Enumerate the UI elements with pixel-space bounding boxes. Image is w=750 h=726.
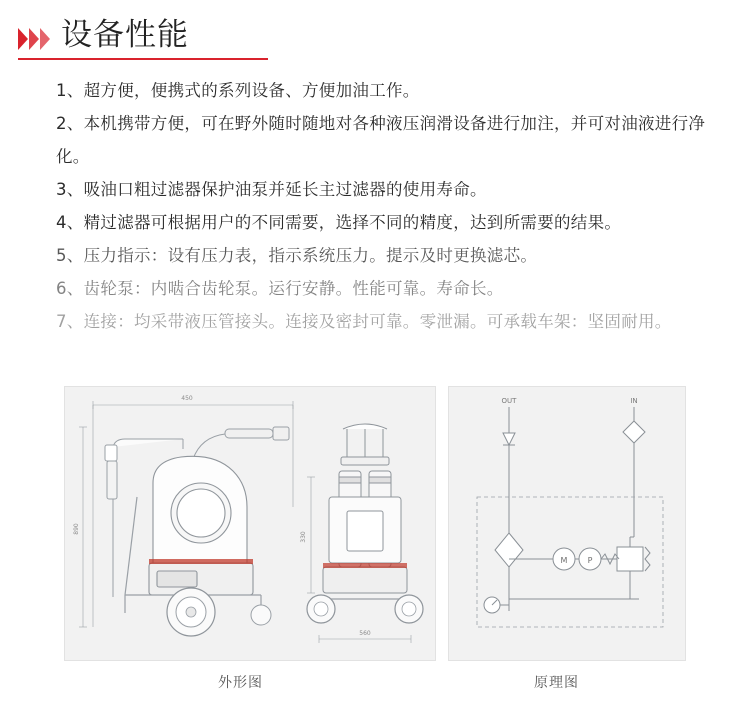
port-label-in: IN: [630, 397, 638, 405]
component-label-motor: M: [560, 556, 568, 565]
dimension-label: 450: [181, 395, 193, 402]
caption-outline: 外形图: [218, 675, 263, 691]
figure-captions: [64, 672, 689, 696]
figure-row: [64, 386, 689, 661]
component-label-pump: P: [587, 556, 593, 565]
double-chevron-right-icon: [18, 28, 51, 50]
page-header: [0, 0, 750, 58]
feature-list: [0, 58, 750, 338]
feature-item: 3、吸油口粗过滤器保护油泵并延长主过滤器的使用寿命。: [56, 180, 487, 199]
feature-item: 4、精过滤器可根据用户的不同需要，选择不同的精度，达到所需要的结果。: [56, 213, 622, 232]
feature-item: 2、本机携带方便，可在野外随时随地对各种液压润滑设备进行加注，并可对油液进行净化。: [56, 114, 706, 166]
feature-item: 5、压力指示：设有压力表，指示系统压力。提示及时更换滤芯。: [56, 246, 538, 265]
outline-drawing-svg: [65, 387, 437, 662]
dimension-label: 560: [359, 630, 371, 637]
dimension-label: 890: [73, 523, 80, 535]
caption-schematic: 原理图: [534, 675, 579, 691]
dimension-label: 330: [300, 531, 307, 543]
schematic-svg: [449, 387, 687, 662]
schematic-figure: [448, 386, 686, 661]
port-label-out: OUT: [501, 397, 517, 405]
header-underline: [18, 58, 268, 60]
feature-item: 7、连接：均采带液压管接头。连接及密封可靠。零泄漏。可承载车架：坚固耐用。: [56, 312, 672, 331]
feature-item: 1、超方便，便携式的系列设备、方便加油工作。: [56, 81, 420, 100]
feature-item: 6、齿轮泵：内啮合齿轮泵。运行安静。性能可靠。寿命长。: [56, 279, 504, 298]
outline-drawing-figure: [64, 386, 436, 661]
page-title: 设备性能: [61, 17, 189, 53]
